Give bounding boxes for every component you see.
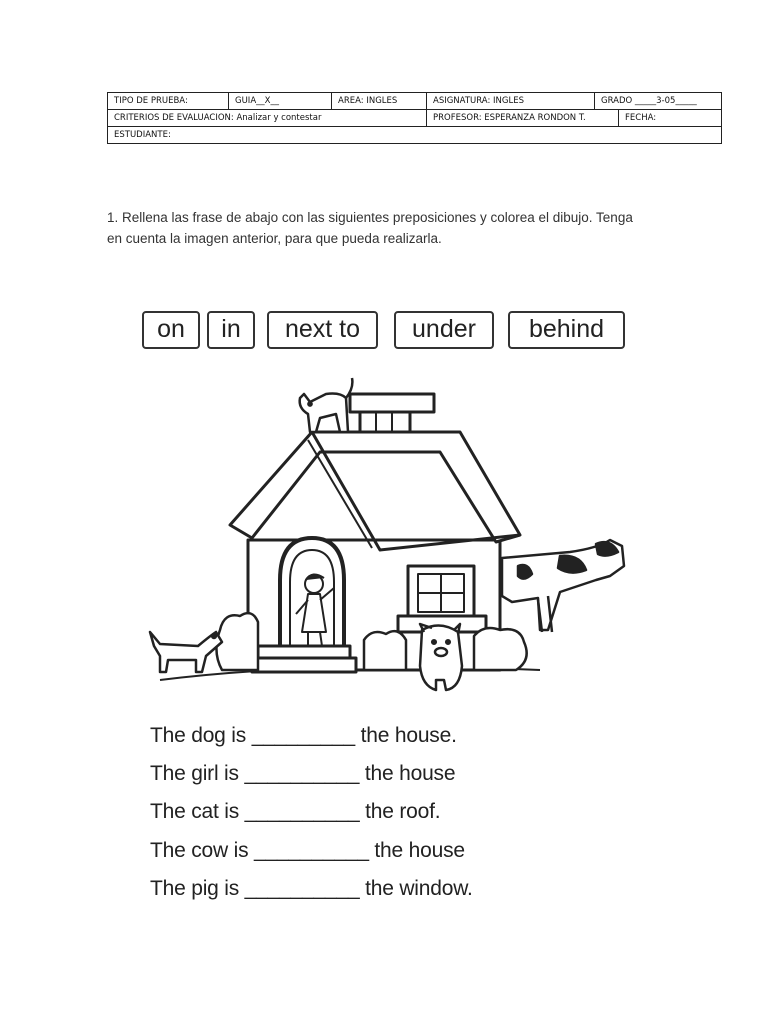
sentence-cat: The cat is __________ the roof. — [150, 800, 441, 823]
profesor-cell: PROFESOR: ESPERANZA RONDON T. — [427, 110, 619, 127]
house-scene-illustration — [140, 370, 630, 700]
sentence-pig: The pig is __________ the window. — [150, 877, 473, 900]
instruction-text — [107, 207, 667, 249]
word-box-next-to: next to — [267, 311, 378, 349]
word-box-in: in — [207, 311, 255, 349]
criterios-cell: CRITERIOS DE EVALUACION: Analizar y contestar — [108, 110, 427, 127]
estudiante-cell: ESTUDIANTE: — [108, 127, 722, 144]
word-box-under: under — [394, 311, 494, 349]
instruction-line-2: en cuenta la imagen anterior, para que pueda realizarla. — [107, 231, 442, 246]
tipo-prueba-cell: TIPO DE PRUEBA: — [108, 93, 229, 110]
area-cell: AREA: INGLES — [332, 93, 427, 110]
asignatura-cell: ASIGNATURA: INGLES — [427, 93, 595, 110]
fecha-cell: FECHA: — [619, 110, 722, 127]
header-table — [107, 92, 722, 144]
sentence-dog: The dog is _________ the house. — [150, 724, 457, 747]
sentence-cow: The cow is __________ the house — [150, 839, 465, 862]
word-box-behind: behind — [508, 311, 625, 349]
sentence-girl: The girl is __________ the house — [150, 762, 456, 785]
cow — [502, 540, 624, 632]
word-box-on: on — [142, 311, 200, 349]
pig — [420, 624, 462, 690]
instruction-line-1: 1. Rellena las frase de abajo con las siguientes preposiciones y colorea el dibujo. Tenga — [107, 210, 633, 225]
cat — [300, 378, 353, 432]
grado-cell: GRADO _____3-05_____ — [595, 93, 722, 110]
guia-cell: GUIA__X__ — [229, 93, 332, 110]
dog — [150, 632, 222, 672]
